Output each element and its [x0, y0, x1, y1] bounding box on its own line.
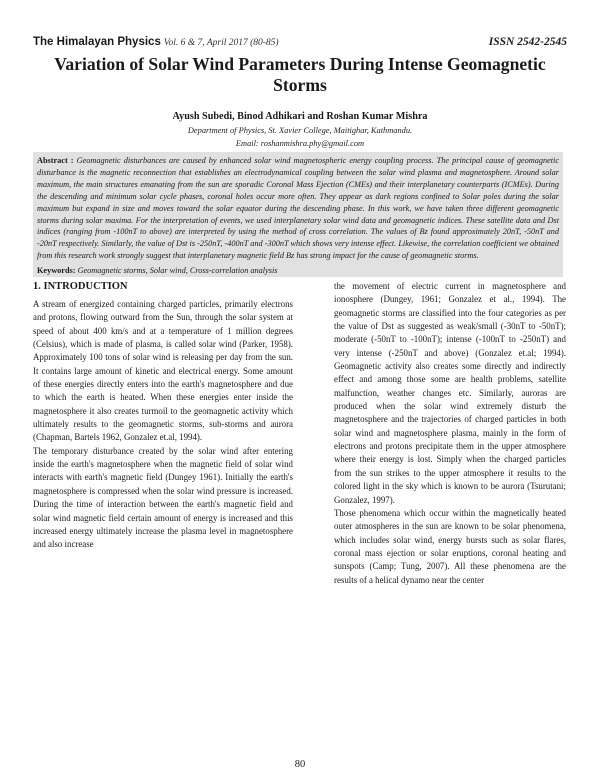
- journal-issue: Vol. 6 & 7, April 2017 (80-85): [163, 38, 279, 48]
- journal-header: [33, 34, 567, 50]
- keywords-label: Keywords:: [37, 266, 76, 275]
- author-affiliation: Department of Physics, St. Xavier College, Maitighar, Kathmandu.: [187, 126, 413, 135]
- keywords-text: Geomagnetic storms, Solar wind, Cross-correlation analysis: [77, 266, 278, 275]
- keywords-box: [33, 264, 563, 277]
- body-paragraph: Those phenomena which occur within the magnetically heated outer atmospheres in the sun are known to be solar phenomena, which includes solar wind, energy bursts such as solar flares, coronal mass ejection or solar eruptions, coronal heating and sunspots (Camp; Tung, 2007). All these phenomena are the results of a helical dynamo near the center: [334, 507, 566, 585]
- abstract-text: Geomagnetic disturbances are caused by enhanced solar wind magnetospheric energy coupling process. The principal cause of geomagnetic disturbance is the magnetic reconnection that establishes an electrodynamical coupling between the solar wind plasma and magnetosphere. Around solar maximum, the main structures emanating from the sun are sporadic Coronal Mass Ejection (CMEs) and their interplanetary counterparts (ICMEs). During the descending and minimum solar cycle phases, coronal holes occur more often. They appear as dark regions confined to Solar poles during the solar maximum but expand in size and moves toward the solar equator during the descending phase. In this work, we have taken three different geomagnetic storms during solar maxima. For the interpretation of events, we used interplanetary solar wind data and geomagnetic indices. These satellite data and Dst indices (ranging from -100nT to above) are interpreted by using the method of cross correlation. The values of Bz found approximately 20nT, -50nT and -20nT respectively. Similarly, the value of Dst is -250nT, -400nT and -300nT which shows very intense effect. Likewise, the correlation coefficient we obtained from this research work strongly suggest that interplanetary magnetic field Bz has strong impact for the cause of geomagnetic storms.: [37, 156, 560, 261]
- paper-title: Variation of Solar Wind Parameters During Intense Geomagnetic Storms: [54, 54, 546, 95]
- body-paragraph: A stream of energized containing charged particles, primarily electrons and protons, flowing outward from the Sun, through the solar system at speed of about 400 km/s and at a temperature of 1 million degrees (Celsius), which is made of plasma, is called solar wind (Parker, 1958). Approximately 100 tons of solar wind is releasing per day from the sun. It contains large amount of kinetic and electrical energy. Some amount of these energies directly enters into the earth's magnetosphere and due to which the earth is heated. When these energies enter inside the magnetosphere it also creates turmoil to the geomagnetic activity which ultimately results to the geomagnetic storms, sub-storms and aurora (Chapman, Bartels 1962, Gonzalez et.al, 1994).: [33, 299, 293, 443]
- issn: ISSN 2542-2545: [488, 36, 567, 48]
- abstract-label: Abstract :: [37, 156, 74, 165]
- author-email: Email: roshanmishra.phy@gmail.com: [235, 139, 365, 148]
- paper-authors: Ayush Subedi, Binod Adhikari and Roshan Kumar Mishra: [172, 111, 428, 122]
- page-number: 80: [294, 759, 306, 770]
- abstract-box: [33, 152, 563, 264]
- body-column-right: [334, 280, 566, 587]
- body-paragraph: The temporary disturbance created by the solar wind after entering inside the earth's magnetosphere when the magnetic field of solar wind interacts with earth's magnetic field (Dungey 1961). Initially the earth's magnetosphere is compressed when the solar wind pressure is increased. During the time of interaction between the earth's magnetic field and solar wind magnetic field certain amount of energy is increased and this increased energy ultimately increase the plasma level in magnetosphere and also increase: [33, 445, 293, 550]
- body-paragraph: the movement of electric current in magnetosphere and ionosphere (Dungey, 1961; Gonzalez et al., 1994). The geomagnetic storms are classified into the four categories as per the value of Dst as suggested as weak/small (-30nT to -50nT); moderate (-50nT to -100nT); intense (-100nT to -250nT) and very intense (-250nT and above) (Gonzalez et.al; 1994). Geomagnetic activity also creates some directly and indirectly effect and among those some are health problems, satellite malfunction, weather changes etc. Similarly, auroras are produced when the solar wind extremely disturb the magnetosphere and the trajectories of charged particles in both solar wind and magnetosphere plasma, mainly in the form of electrons and protons precipitate them in the upper atmosphere where their energy is lost. Simply when the charged particles from the sun strikes to the upper atmosphere it results to the colored light in the sky which is known to be aurora (Tsurutani; Gonzalez, 1997).: [334, 281, 566, 505]
- section-heading-introduction: 1. INTRODUCTION: [33, 281, 128, 292]
- body-column-left: [33, 280, 293, 552]
- journal-name: The Himalayan Physics: [33, 36, 161, 48]
